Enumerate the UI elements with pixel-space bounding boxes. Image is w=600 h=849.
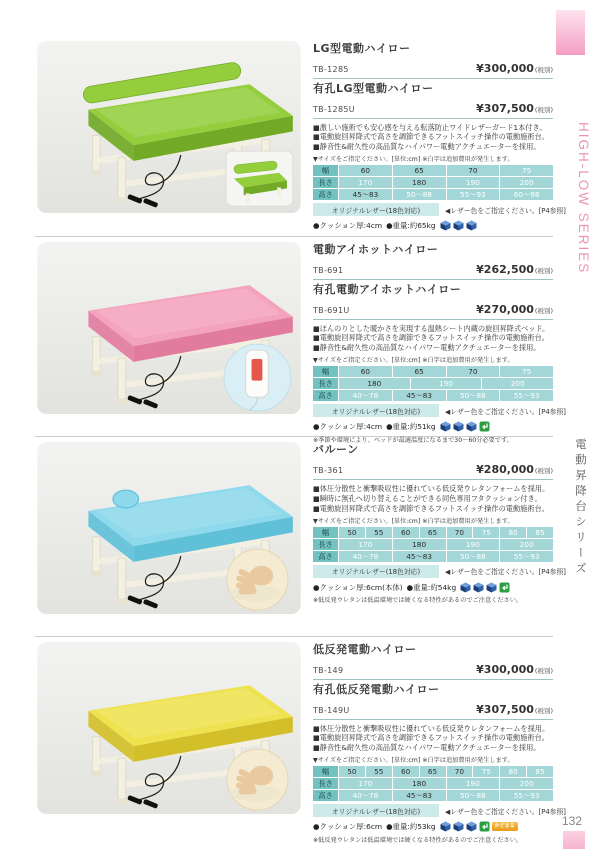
- feature-bullet: ■電動旋回昇降式で高さを調節できるフットスイッチ操作の電動施術台。: [313, 333, 549, 343]
- size-cell: 50: [339, 527, 365, 538]
- leather-option: オリジナルレザー(18色対応): [313, 404, 439, 417]
- size-cell: 45〜83: [393, 390, 446, 401]
- row-label: 長さ: [313, 539, 338, 550]
- feature-bullet: ■体圧分散性と衝撃吸収性に優れている低反発ウレタンフォームを採用。: [313, 483, 550, 493]
- tax-label: (税別): [534, 466, 553, 475]
- size-note: ▼サイズをご指定ください。[単位:cm] ※白字は追加費用が発生します。: [313, 517, 514, 525]
- size-cell: 200: [500, 778, 553, 789]
- leather-option: オリジナルレザー(18色対応): [313, 565, 439, 578]
- feature-icons: [460, 582, 510, 593]
- page-number: 132: [561, 814, 582, 828]
- product-photo-1: [35, 41, 303, 213]
- row-label: 幅: [313, 165, 338, 176]
- size-cell: 40〜78: [339, 551, 392, 562]
- size-row-length: [313, 177, 553, 188]
- size-row-length: [313, 539, 553, 550]
- weight-spec: ●重量:約53kg: [386, 822, 436, 832]
- size-cell: 50〜88: [393, 189, 446, 200]
- feature-bullets: [313, 324, 553, 354]
- weight-spec: ●重量:約51kg: [386, 422, 436, 432]
- size-cell: 80: [500, 527, 526, 538]
- spec-row: [313, 582, 553, 593]
- product-name: 低反発電動ハイロー: [313, 643, 417, 656]
- leather-option: オリジナルレザー(18色対応): [313, 804, 439, 817]
- price: ¥280,000: [476, 462, 534, 476]
- size-cell: 75: [473, 766, 499, 777]
- model-number: TB-149U: [313, 705, 350, 715]
- product-name: 有孔低反発電動ハイロー: [313, 682, 440, 696]
- feature-bullet: ■ほんのりとした暖かさを実現する温熱シート内蔵の旋回昇降式ベッド。: [313, 323, 550, 333]
- size-row-length: [313, 378, 553, 389]
- size-cell: 45〜83: [339, 189, 392, 200]
- product-name: 有孔電動アイホットハイロー: [313, 282, 462, 296]
- size-cell: 50〜88: [447, 551, 500, 562]
- size-cell: 170: [339, 539, 392, 550]
- size-cell: 55: [366, 527, 392, 538]
- size-cell: 70: [447, 766, 473, 777]
- size-row-length: [313, 778, 553, 789]
- size-cell: 55〜93: [500, 390, 553, 401]
- size-cell: 50: [339, 766, 365, 777]
- size-cell: 55: [366, 766, 392, 777]
- feature-icons: [440, 421, 490, 432]
- size-cell: 80: [500, 766, 526, 777]
- leather-note: ◀レザー色をご指定ください。[P4参照]: [445, 206, 566, 215]
- model-number: TB-691: [313, 265, 344, 275]
- leather-note: ◀レザー色をご指定ください。[P4参照]: [445, 568, 566, 577]
- model-number: TB-691U: [313, 305, 350, 315]
- size-cell: 55〜93: [500, 790, 553, 801]
- size-cell: 180: [339, 378, 410, 389]
- feature-bullets: [313, 724, 553, 754]
- series-title-jp: 電動昇降台シリーズ: [574, 438, 588, 578]
- product-info-1: [313, 41, 566, 236]
- leather-note: ◀レザー色をご指定ください。[P4参照]: [445, 407, 566, 416]
- product-name: バルーン: [313, 443, 359, 456]
- row-label: 高さ: [313, 551, 338, 562]
- row-label: 高さ: [313, 390, 338, 401]
- size-note: ▼サイズをご指定ください。[単位:cm] ※白字は追加費用が発生します。: [313, 757, 514, 765]
- size-row-width: [313, 527, 553, 538]
- feature-bullet: ■静音性&耐久性の高品質なハイパワー電動アクチュエーターを採用。: [313, 743, 541, 753]
- feature-bullets: [313, 484, 553, 514]
- product-info-3: [313, 442, 566, 636]
- weight-cube-icon: [466, 421, 477, 432]
- row-label: 高さ: [313, 189, 338, 200]
- model-number: TB-361: [313, 465, 344, 475]
- size-table: [313, 527, 553, 562]
- price: ¥300,000: [476, 662, 534, 676]
- weight-cube-icon: [466, 220, 477, 231]
- series-title-en: HIGH-LOW SERIES: [576, 122, 591, 275]
- sidebar-accent-bottom: [563, 831, 585, 849]
- weight-cube-icon: [440, 421, 451, 432]
- feature-badge-icon: かどまる: [492, 822, 518, 831]
- leather-row: [313, 565, 566, 578]
- feature-icons: [440, 220, 477, 231]
- size-cell: 60: [339, 165, 392, 176]
- product-info-4: [313, 642, 566, 844]
- size-cell: 70: [447, 527, 473, 538]
- weight-spec: ●重量:約54kg: [406, 582, 457, 592]
- model-number: TB-1285: [313, 64, 349, 74]
- product-title-block: [313, 682, 553, 720]
- size-row-height: [313, 551, 553, 562]
- product-name: 有孔LG型電動ハイロー: [313, 81, 434, 95]
- model-number: TB-149: [313, 665, 344, 675]
- leather-option: オリジナルレザー(18色対応): [313, 203, 439, 216]
- cushion-spec: ●クッション厚:4cm: [313, 422, 383, 432]
- weight-cube-icon: [460, 582, 471, 593]
- size-cell: 85: [527, 766, 553, 777]
- size-cell: 85: [527, 527, 553, 538]
- spec-row: [313, 821, 553, 832]
- size-note: ▼サイズをご指定ください。[単位:cm] ※白字は追加費用が発生します。: [313, 357, 514, 365]
- row-label: 高さ: [313, 790, 338, 801]
- feature-bullet: ■瞬時に無孔へ切り替えることができる同色専用フタクッション付き。: [313, 493, 542, 503]
- weight-cube-icon: [453, 421, 464, 432]
- size-cell: 70: [447, 165, 500, 176]
- product-section-4: [35, 636, 566, 844]
- size-cell: 75: [500, 366, 553, 377]
- product-title-block: [313, 442, 553, 480]
- size-cell: 190: [447, 177, 500, 188]
- row-label: 幅: [313, 527, 338, 538]
- size-cell: 75: [473, 527, 499, 538]
- size-cell: 40〜78: [339, 390, 392, 401]
- product-info-2: [313, 242, 566, 444]
- price: ¥307,500: [476, 101, 534, 115]
- product-section-2: [35, 236, 566, 444]
- size-row-width: [313, 165, 553, 176]
- size-cell: 190: [447, 539, 500, 550]
- row-label: 長さ: [313, 177, 338, 188]
- size-cell: 40〜78: [339, 790, 392, 801]
- leather-row: [313, 203, 566, 216]
- weight-cube-icon: [453, 821, 464, 832]
- weight-spec: ●重量:約65kg: [386, 221, 436, 231]
- product-section-1: [35, 36, 566, 236]
- size-cell: 180: [393, 177, 446, 188]
- spec-row: [313, 421, 553, 432]
- weight-cube-icon: [486, 582, 497, 593]
- product-photo-3: [35, 442, 303, 614]
- weight-cube-icon: [453, 220, 464, 231]
- tax-label: (税別): [534, 105, 553, 114]
- size-cell: 60〜98: [500, 189, 553, 200]
- cushion-spec: ●クッション厚:6cm: [313, 822, 383, 832]
- size-note: ▼サイズをご指定ください。[単位:cm] ※白字は追加費用が発生します。: [313, 156, 514, 164]
- size-cell: 60: [393, 527, 419, 538]
- row-label: 長さ: [313, 378, 338, 389]
- feature-arrow-icon: [479, 421, 490, 432]
- size-cell: 50〜88: [447, 790, 500, 801]
- spec-row: [313, 220, 553, 231]
- weight-cube-icon: [473, 582, 484, 593]
- feature-bullet: ■電動旋回昇降式で高さを調節できるフットスイッチ操作の電動施術台。: [313, 733, 549, 743]
- size-row-height: [313, 790, 553, 801]
- price: ¥300,000: [476, 61, 534, 75]
- size-table: [313, 766, 553, 801]
- size-row-width: [313, 366, 553, 377]
- catalog-main: [35, 36, 566, 844]
- product-name: 電動アイホットハイロー: [313, 243, 439, 256]
- weight-cube-icon: [466, 821, 477, 832]
- size-cell: 55〜93: [447, 189, 500, 200]
- product-section-3: [35, 436, 566, 636]
- size-cell: 45〜83: [393, 790, 446, 801]
- product-title-block: [313, 81, 553, 119]
- size-cell: 65: [420, 766, 446, 777]
- product-title-block: [313, 282, 553, 320]
- size-cell: 180: [393, 778, 446, 789]
- leather-row: [313, 804, 566, 817]
- price: ¥270,000: [476, 302, 534, 316]
- feature-arrow-icon: [499, 582, 510, 593]
- product-photo-4: [35, 642, 303, 814]
- size-cell: 200: [500, 539, 553, 550]
- product-title-block: [313, 41, 553, 79]
- size-cell: 170: [339, 177, 392, 188]
- price: ¥262,500: [476, 262, 534, 276]
- price: ¥307,500: [476, 702, 534, 716]
- tax-label: (税別): [534, 706, 553, 715]
- size-cell: 60: [393, 766, 419, 777]
- size-cell: 65: [393, 366, 446, 377]
- feature-bullet: ■電動旋回昇降式で高さを調節できるフットスイッチ操作の電動施術台。: [313, 503, 549, 513]
- size-cell: 50〜88: [447, 390, 500, 401]
- feature-icons: [440, 821, 518, 832]
- caution-note: ※低反発ウレタンは低温環境では硬くなる特性があるのでご注意ください。: [313, 836, 523, 844]
- product-name: LG型電動ハイロー: [313, 42, 411, 55]
- row-label: 幅: [313, 366, 338, 377]
- size-cell: 190: [411, 378, 482, 389]
- size-cell: 60: [339, 366, 392, 377]
- leather-note: ◀レザー色をご指定ください。[P4参照]: [445, 807, 566, 816]
- size-row-width: [313, 766, 553, 777]
- weight-cube-icon: [440, 821, 451, 832]
- feature-bullets: [313, 123, 553, 153]
- size-cell: 65: [420, 527, 446, 538]
- feature-bullet: ■静音性&耐久性の高品質なハイパワー電動アクチュエーターを採用。: [313, 142, 541, 152]
- cushion-spec: ●クッション厚:6cm(本体): [313, 582, 403, 592]
- feature-bullet: ■体圧分散性と衝撃吸収性に優れている低反発ウレタンフォームを採用。: [313, 723, 550, 733]
- product-title-block: [313, 242, 553, 280]
- size-cell: 200: [500, 177, 553, 188]
- size-cell: 200: [482, 378, 553, 389]
- product-title-block: [313, 642, 553, 680]
- tax-label: (税別): [534, 266, 553, 275]
- product-photo-2: [35, 242, 303, 414]
- size-table: [313, 366, 553, 401]
- size-cell: 55〜93: [500, 551, 553, 562]
- row-label: 幅: [313, 766, 338, 777]
- size-row-height: [313, 189, 553, 200]
- feature-bullet: ■静音性&耐久性の高品質なハイパワー電動アクチュエーターを採用。: [313, 343, 541, 353]
- size-cell: 190: [447, 778, 500, 789]
- size-cell: 75: [500, 165, 553, 176]
- feature-arrow-icon: [479, 821, 490, 832]
- size-row-height: [313, 390, 553, 401]
- size-cell: 65: [393, 165, 446, 176]
- tax-label: (税別): [534, 65, 553, 74]
- right-sidebar: [552, 0, 600, 849]
- size-cell: 180: [393, 539, 446, 550]
- model-number: TB-1285U: [313, 104, 355, 114]
- cushion-spec: ●クッション厚:4cm: [313, 221, 383, 231]
- caution-note: ※低反発ウレタンは低温環境では硬くなる特性があるのでご注意ください。: [313, 597, 523, 605]
- caution-note: ※季節や環境により、ベッドが最適温度になるまで30〜60分必要です。: [313, 436, 513, 444]
- tax-label: (税別): [534, 666, 553, 675]
- size-cell: 45〜83: [393, 551, 446, 562]
- size-table: [313, 165, 553, 200]
- leather-row: [313, 404, 566, 417]
- size-cell: 70: [447, 366, 500, 377]
- weight-cube-icon: [440, 220, 451, 231]
- sidebar-accent-top: [556, 10, 585, 55]
- feature-bullet: ■激しい施術でも安心感を与える転落防止ワイドレザーガード1本付き。: [313, 122, 547, 132]
- row-label: 長さ: [313, 778, 338, 789]
- tax-label: (税別): [534, 306, 553, 315]
- feature-bullet: ■電動旋回昇降式で高さを調節できるフットスイッチ操作の電動施術台。: [313, 132, 549, 142]
- size-cell: 170: [339, 778, 392, 789]
